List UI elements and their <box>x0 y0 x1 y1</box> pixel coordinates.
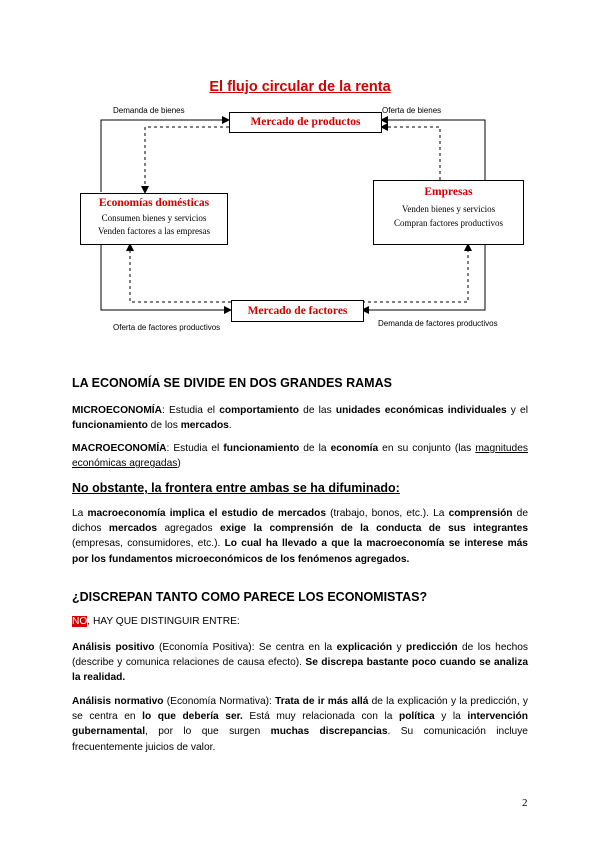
dashed-arrow-products-to-households <box>145 127 229 193</box>
t: (trabajo, bonos, etc.). La <box>326 508 449 519</box>
t: y <box>392 642 407 653</box>
mercado-factores-label: Mercado de factores <box>247 305 348 317</box>
empresas-line1: Venden bienes y servicios <box>401 204 496 214</box>
positivo-term: Análisis positivo <box>72 642 155 653</box>
t: de las <box>299 405 336 416</box>
section1-heading: LA ECONOMÍA SE DIVIDE EN DOS GRANDES RAMAS <box>72 376 392 390</box>
label-demanda-bienes: Demanda de bienes <box>113 106 185 115</box>
mercado-productos-box <box>229 112 382 133</box>
positivo-paragraph <box>72 640 528 686</box>
t: y la <box>434 711 468 723</box>
t: . <box>228 420 232 432</box>
t: de dichos <box>72 508 528 535</box>
no-highlight: NO <box>72 616 88 627</box>
t: lo que debería ser. <box>142 711 243 723</box>
t: de la <box>299 443 331 454</box>
t: (empresas, consumidores, etc.). <box>72 538 225 550</box>
arrow-oferta-bienes <box>381 120 485 180</box>
t: (Economía Normativa): <box>163 696 276 707</box>
t: y el <box>506 405 528 416</box>
empresas-line2: Compran factores productivos <box>394 218 503 228</box>
t: macroeconomía implica el estudio de mercados <box>87 508 327 519</box>
t: Está muy relacionada con la <box>242 711 399 723</box>
t: política <box>398 711 435 723</box>
t: Trata de ir más allá <box>275 696 369 707</box>
diagram-title: El flujo circular de la renta <box>209 79 391 95</box>
macro-term: MACROECONOMÍA <box>72 443 167 454</box>
t: Lo cual ha llevado a que la macroeconomía se interese más por los fundamentos microeconómicos de los fenómenos agregados. <box>72 538 528 565</box>
t: muchas discrepancias <box>270 726 388 738</box>
economias-line1: Consumen bienes y servicios <box>101 213 207 223</box>
t: de los <box>147 420 181 432</box>
t: La <box>72 508 88 519</box>
section3-heading: ¿DISCREPAN TANTO COMO PARECE LOS ECONOMISTAS? <box>72 590 428 604</box>
mercado-productos-label: Mercado de productos <box>250 116 361 128</box>
t: unidades económicas individuales <box>335 405 507 416</box>
economias-line2: Venden factores a las empresas <box>98 226 210 236</box>
page-number: 2 <box>522 797 528 809</box>
t: : Estudia el <box>162 405 220 416</box>
t: Se discrepa bastante poco cuando se analiza la realidad. <box>72 657 528 684</box>
label-demanda-factores: Demanda de factores productivos <box>378 319 498 328</box>
t: explicación <box>336 642 393 653</box>
arrow-demanda-factores <box>362 244 485 310</box>
section2-heading: No obstante, la frontera entre ambas se ha difuminado: <box>72 481 400 495</box>
t: funcionamiento <box>72 420 148 432</box>
label-oferta-bienes: Oferta de bienes <box>382 106 442 115</box>
arrow-demanda-bienes <box>101 120 229 192</box>
distinguir-intro <box>72 614 528 629</box>
t: exige la comprensión de la conducta de sus integrantes <box>220 523 529 535</box>
t: , por lo que surgen <box>145 726 271 738</box>
t: comprensión <box>448 508 513 519</box>
t: : Estudia el <box>166 443 224 454</box>
t: . Su comunicación incluye frecuentemente juicios de valor. <box>72 726 528 753</box>
t: (Economía Positiva): Se centra en la <box>154 642 337 653</box>
normativo-paragraph <box>72 694 528 755</box>
empresas-box <box>373 180 524 245</box>
t: mercados <box>108 523 158 535</box>
t: en su conjunto (las <box>378 443 476 454</box>
t: intervención gubernamental <box>72 711 528 738</box>
empresas-title: Empresas <box>424 186 473 198</box>
t: predicción <box>406 642 458 653</box>
micro-paragraph <box>72 403 528 433</box>
dashed-arrow-factors-to-households <box>130 244 231 302</box>
economias-title: Economías domésticas <box>98 197 210 209</box>
t: de la explicación y la predicción, y se centra en <box>72 696 528 723</box>
section2-paragraph <box>72 506 528 567</box>
economias-domesticas-box <box>80 193 228 245</box>
t: economía <box>330 443 379 454</box>
arrow-oferta-factores <box>101 244 231 310</box>
t: magnitudes económicas agregadas <box>72 443 528 470</box>
t: agregados <box>157 523 221 535</box>
normativo-term: Análisis normativo <box>72 696 164 707</box>
dashed-arrow-firms-to-products <box>381 127 440 180</box>
label-oferta-factores: Oferta de factores productivos <box>113 323 221 332</box>
macro-paragraph <box>72 441 528 471</box>
t: funcionamiento <box>223 443 300 454</box>
micro-term: MICROECONOMÍA <box>72 405 162 416</box>
t: comportamiento <box>219 405 300 416</box>
t: mercados <box>180 420 229 432</box>
t: de los hechos (describe y comunica relaciones de causa efecto). <box>72 642 529 669</box>
dashed-arrow-factors-to-firms <box>362 244 468 302</box>
t: , HAY QUE DISTINGUIR ENTRE: <box>87 616 240 627</box>
mercado-factores-box <box>231 300 364 322</box>
t: ) <box>177 458 181 470</box>
